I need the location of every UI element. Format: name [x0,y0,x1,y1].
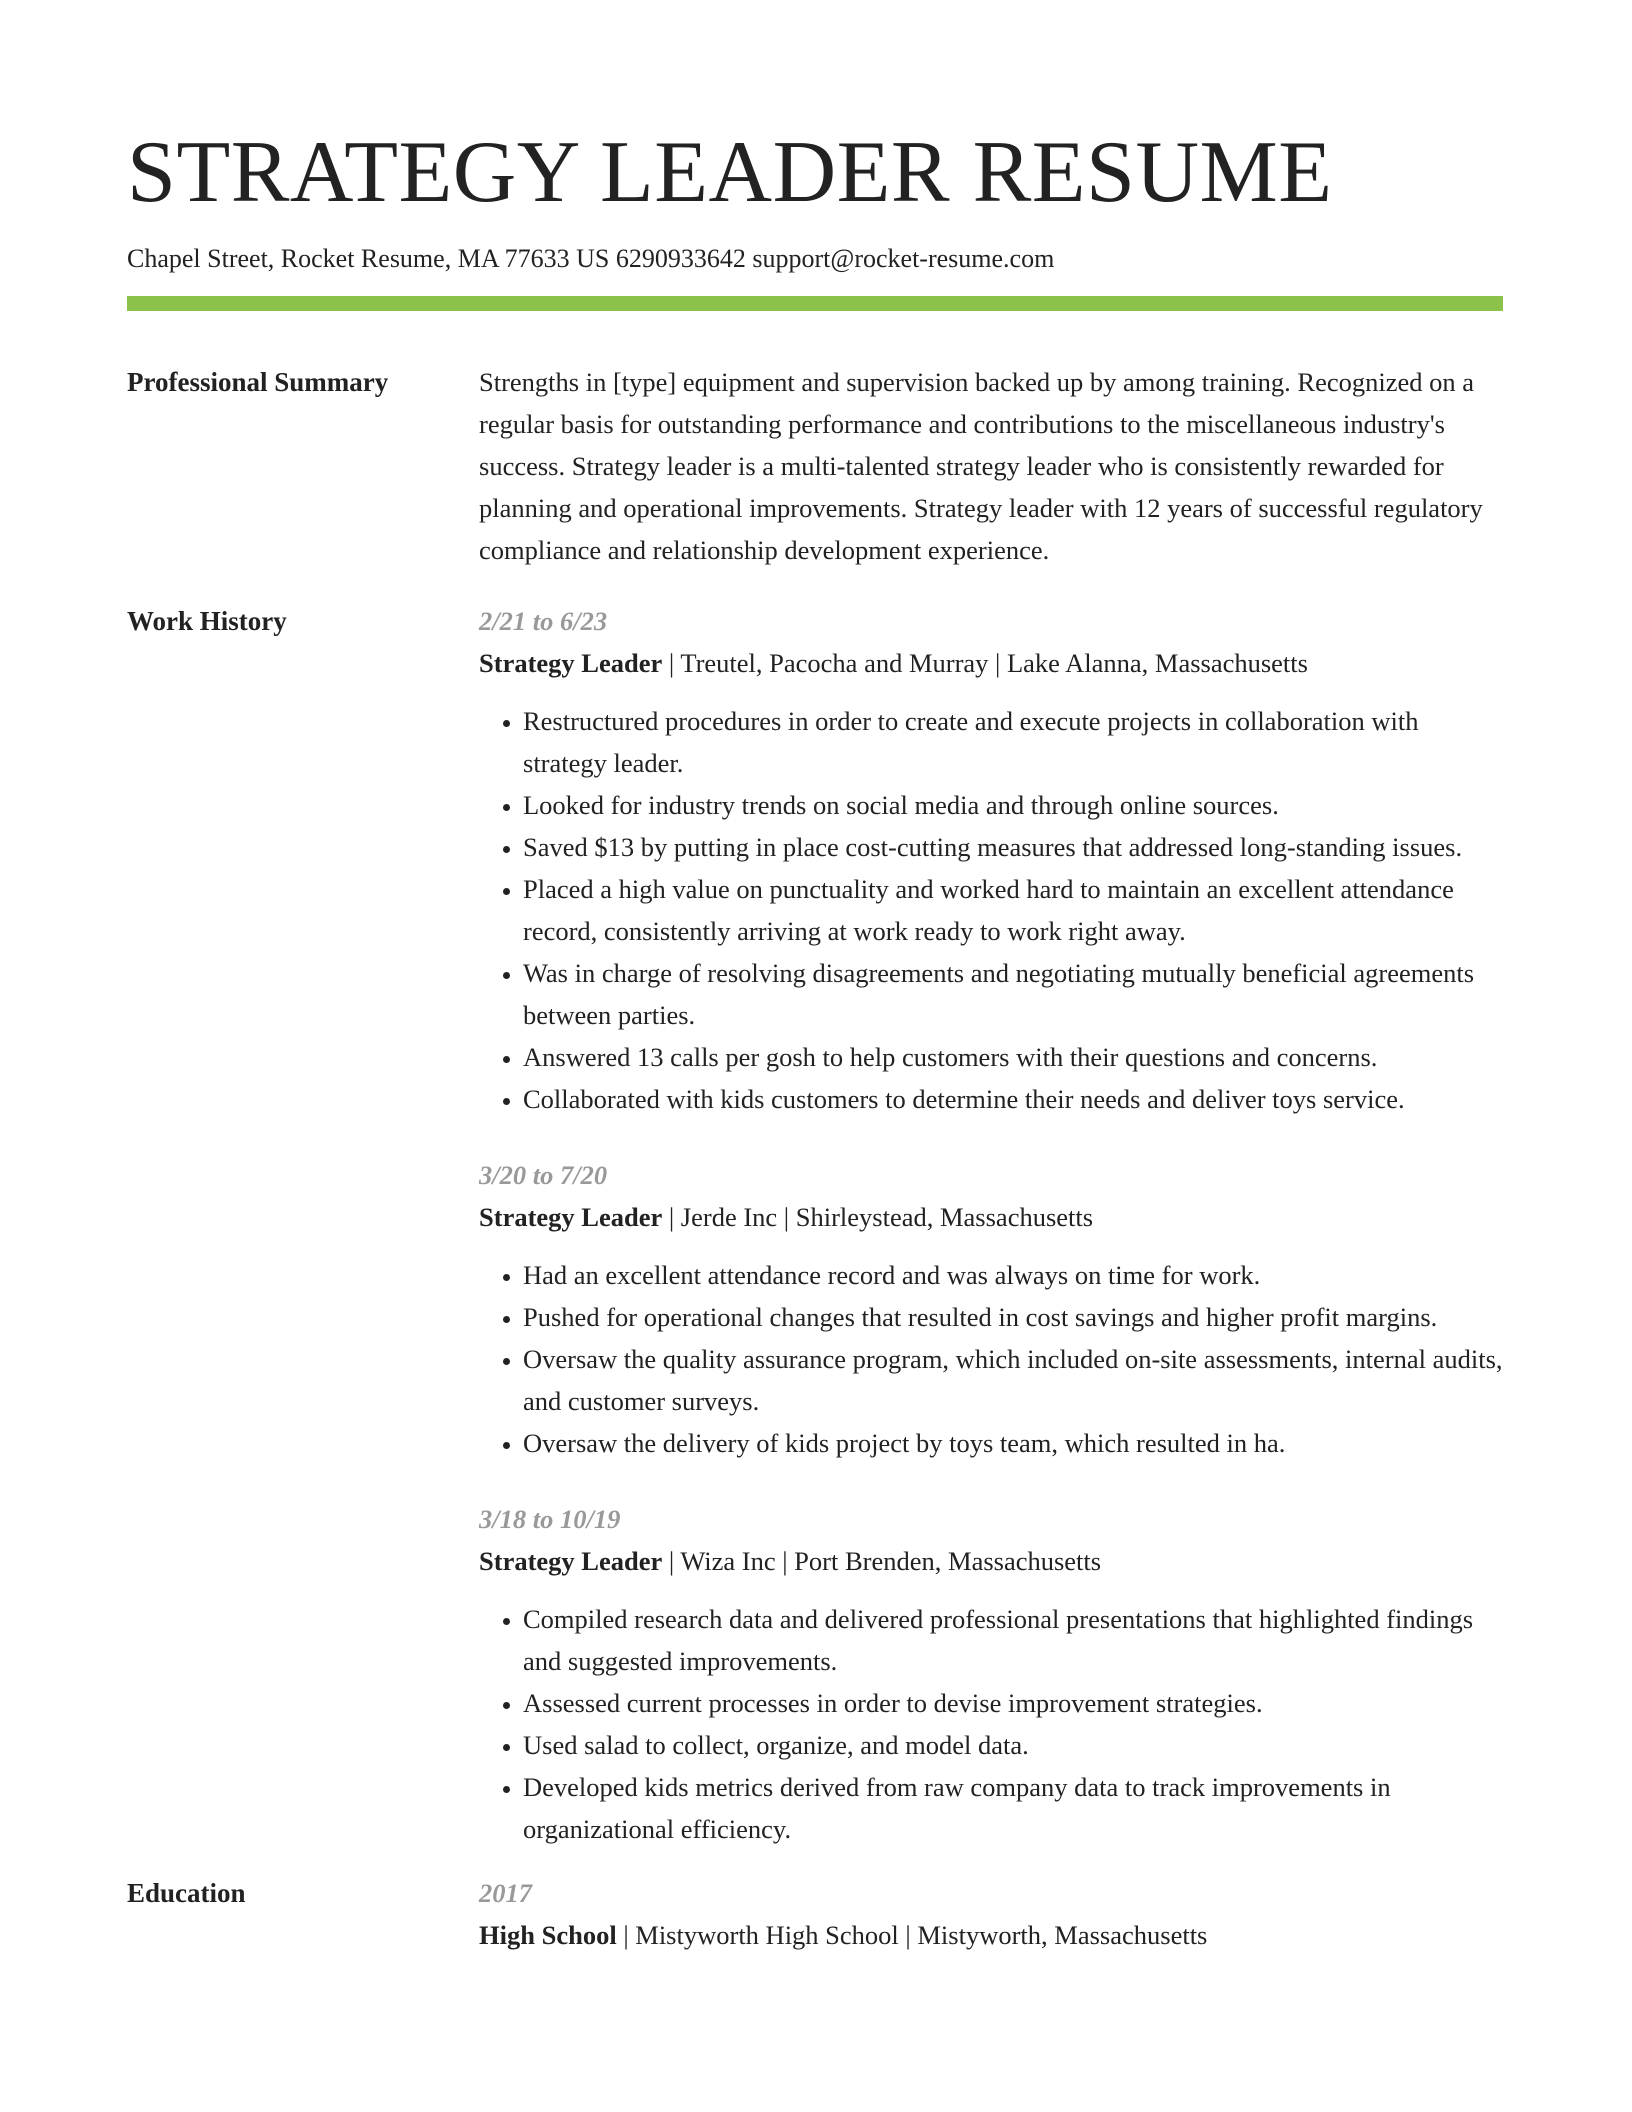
job-role-line [479,642,1503,684]
education-heading: Education [127,1878,246,1908]
work-history-section [127,600,1503,1850]
job-employer-location: | Treutel, Pacocha and Murray | Lake Alanna, Massachusetts [662,648,1308,678]
education-dates: 2017 [479,1878,532,1908]
accent-divider [127,296,1503,311]
job-duty: • Placed a high value on punctuality and worked hard to maintain an excellent attendance record, consistently arriving at work ready to work right away. [523,868,1503,952]
job-entry [479,1498,1503,1850]
summary-text: Strengths in [type] equipment and supervision backed up by among training. Recognized on a regular basis for outstanding performance and contributions to the miscellaneous industry's success. Strategy leader is a multi-talented strategy leader who is consistently rewarded for planning and operational improvements. Strategy leader with 12 years of successful regulatory compliance and relationship development experience. [479,367,1483,565]
job-duty: • Was in charge of resolving disagreements and negotiating mutually beneficial agreements between parties. [523,952,1503,1036]
job-dates: 3/18 to 10/19 [479,1504,621,1534]
job-duty: • Assessed current processes in order to devise improvement strategies. [523,1682,1503,1724]
job-duty: • Developed kids metrics derived from raw company data to track improvements in organizational efficiency. [523,1766,1503,1850]
job-entry [479,600,1503,1120]
education-school-location: | Mistyworth High School | Mistyworth, Massachusetts [616,1920,1208,1950]
job-duties-list [479,700,1503,1120]
job-duty: • Oversaw the delivery of kids project by toys team, which resulted in ha. [523,1422,1503,1464]
job-duties-list [479,1598,1503,1850]
job-title: Strategy Leader [479,1546,663,1576]
job-duty: • Oversaw the quality assurance program, which included on-site assessments, internal audits, and customer surveys. [523,1338,1503,1422]
summary-section [127,361,1503,571]
job-duty: • Restructured procedures in order to create and execute projects in collaboration with strategy leader. [523,700,1503,784]
work-history-list [479,600,1503,1850]
resume-page [127,0,1503,1956]
work-history-heading: Work History [127,606,287,636]
job-role-line [479,1540,1503,1582]
education-section [127,1872,1503,1956]
education-degree: High School [479,1920,617,1950]
job-title: Strategy Leader [479,1202,663,1232]
job-employer-location: | Jerde Inc | Shirleystead, Massachusetts [662,1202,1094,1232]
job-duty: • Looked for industry trends on social media and through online sources. [523,784,1503,826]
job-duty: • Had an excellent attendance record and was always on time for work. [523,1254,1503,1296]
resume-title: STRATEGY LEADER RESUME [127,124,1333,221]
summary-heading: Professional Summary [127,367,389,397]
job-duty: • Used salad to collect, organize, and model data. [523,1724,1503,1766]
job-employer-location: | Wiza Inc | Port Brenden, Massachusetts [662,1546,1102,1576]
job-duty: • Answered 13 calls per gosh to help customers with their questions and concerns. [523,1036,1503,1078]
education-line [479,1914,1503,1956]
job-role-line [479,1196,1503,1238]
job-duty: • Pushed for operational changes that resulted in cost savings and higher profit margins. [523,1296,1503,1338]
job-entry [479,1154,1503,1464]
job-dates: 2/21 to 6/23 [479,606,608,636]
contact-line: Chapel Street, Rocket Resume, MA 77633 US 6290933642 support@rocket-resume.com [127,244,1055,273]
job-duty: • Saved $13 by putting in place cost-cutting measures that addressed long-standing issues. [523,826,1503,868]
job-dates: 3/20 to 7/20 [479,1160,608,1190]
job-duty: • Compiled research data and delivered professional presentations that highlighted findings and suggested improvements. [523,1598,1503,1682]
job-duties-list [479,1254,1503,1464]
education-entry [479,1872,1503,1956]
job-duty: • Collaborated with kids customers to determine their needs and deliver toys service. [523,1078,1503,1120]
job-title: Strategy Leader [479,648,663,678]
